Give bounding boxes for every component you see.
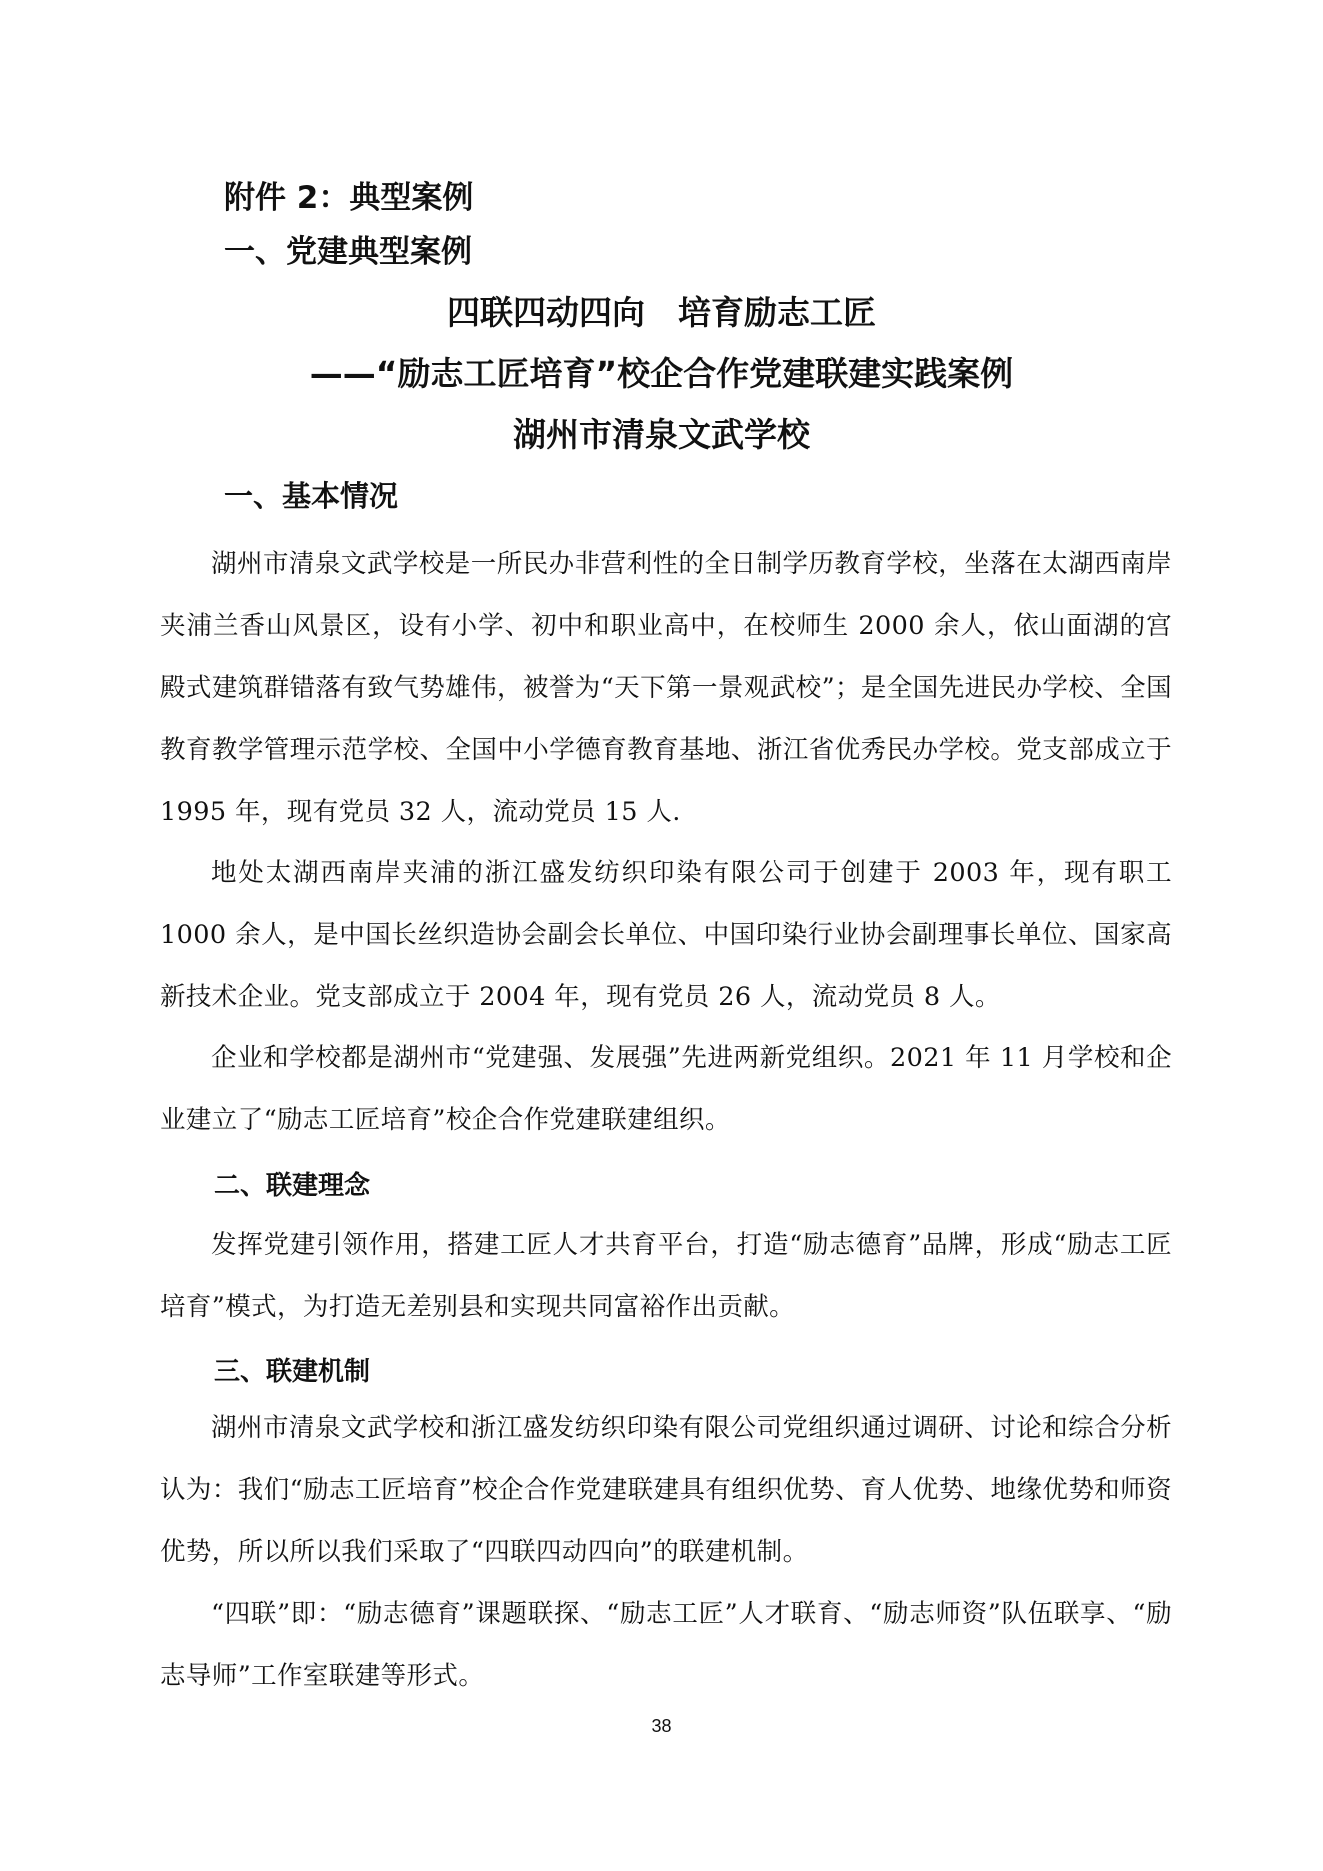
- section-heading: 一、党建典型案例: [224, 234, 472, 270]
- paragraph-mechanism-1: 湖州市清泉文武学校和浙江盛发纺织印染有限公司党组织通过调研、讨论和综合分析认为：我们“励志工匠培育”校企合作党建联建具有组织优势、育人优势、地缘优势和师资优势，所以所以我们采取了“四联四动四向”的联建机制。: [160, 1413, 1172, 1567]
- case-organization: 湖州市清泉文武学校: [513, 415, 810, 454]
- paragraph-concept-1: 发挥党建引领作用，搭建工匠人才共育平台，打造“励志德育”品牌，形成“励志工匠培育”模式，为打造无差别县和实现共同富裕作出贡献。: [160, 1230, 1172, 1322]
- case-title: 四联四动四向 培育励志工匠: [447, 293, 876, 332]
- attachment-heading: 附件 2：典型案例: [224, 180, 474, 216]
- case-subtitle: ——“励志工匠培育”校企合作党建联建实践案例: [309, 354, 1014, 393]
- paragraph-mechanism-2: “四联”即：“励志德育”课题联探、“励志工匠”人才联育、“励志师资”队伍联享、“励志导师”工作室联建等形式。: [160, 1599, 1172, 1691]
- paragraph-basic-3: 企业和学校都是湖州市“党建强、发展强”先进两新党组织。2021 年 11 月学校和企业建立了“励志工匠培育”校企合作党建联建组织。: [160, 1043, 1172, 1135]
- heading-basic-situation: 一、基本情况: [224, 479, 399, 513]
- page-number: 38: [651, 1716, 672, 1736]
- heading-concept: 二、联建理念: [214, 1171, 371, 1201]
- heading-mechanism: 三、联建机制: [214, 1357, 371, 1387]
- paragraph-basic-2: 地处太湖西南岸夹浦的浙江盛发纺织印染有限公司于创建于 2003 年，现有职工 1000 余人，是中国长丝织造协会副会长单位、中国印染行业协会副理事长单位、国家高新技术企业。党支部成立于 2004 年，现有党员 26 人，流动党员 8 人。: [160, 858, 1172, 1012]
- paragraph-basic-1: 湖州市清泉文武学校是一所民办非营利性的全日制学历教育学校，坐落在太湖西南岸夹浦兰香山风景区，设有小学、初中和职业高中，在校师生 2000 余人，依山面湖的宫殿式建筑群错落有致气势雄伟，被誉为“天下第一景观武校”；是全国先进民办学校、全国教育教学管理示范学校、全国中小学德育教育基地、浙江省优秀民办学校。党支部成立于 1995 年，现有党员 32 人，流动党员 15 人.: [160, 549, 1172, 827]
